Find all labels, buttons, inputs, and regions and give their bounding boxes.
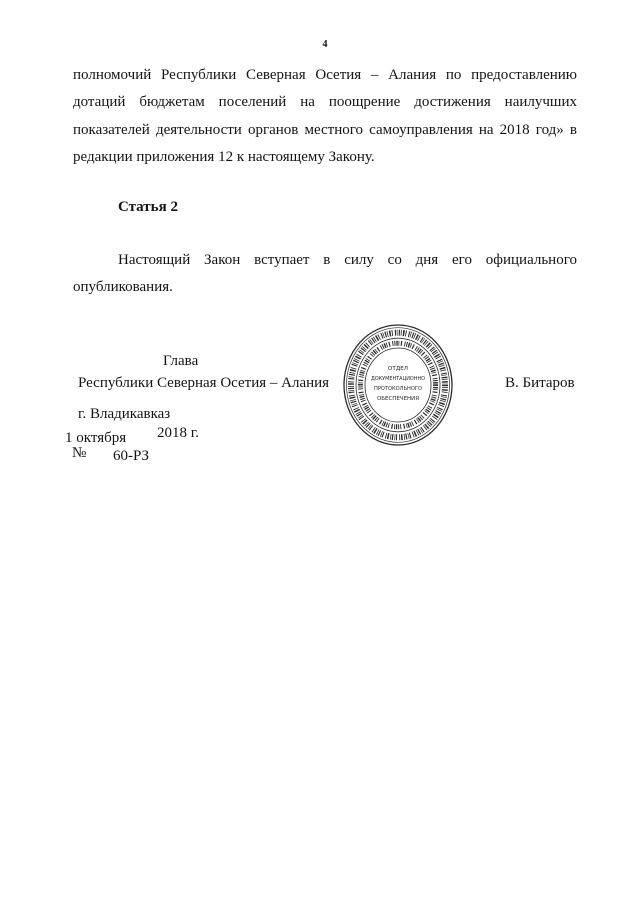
date-day-month: 1 октября [65, 430, 127, 446]
paragraph-line: опубликования. [73, 279, 173, 295]
page-number: 4 [322, 39, 328, 50]
date-year: 2018 г. [157, 425, 199, 441]
seal-inner-ring [365, 348, 431, 422]
law-number: 60-РЗ [113, 448, 150, 464]
seal-inner-lettering [361, 343, 436, 427]
paragraph-line: редакции приложения 12 к настоящему Закону. [73, 149, 375, 165]
seal-center-text: ПРОТОКОЛЬНОГО [374, 386, 422, 392]
seal-center-text: ДОКУМЕНТАЦИОННО [371, 376, 425, 382]
seal-center-text: ОБЕСПЕЧЕНИЯ [377, 396, 420, 402]
city: г. Владикавказ [78, 406, 171, 422]
signatory-title: Глава [163, 353, 199, 369]
number-sign: № [72, 445, 87, 461]
seal-center-text: ОТДЕЛ [388, 366, 409, 372]
signatory-title-region: Республики Северная Осетия – Алания [78, 375, 330, 391]
paragraph-line: показателей деятельности органов местного самоуправления на 2018 год» в [73, 122, 577, 138]
official-seal [342, 323, 454, 447]
paragraph-line: дотаций бюджетам поселений на поощрение достижения наилучших [73, 94, 577, 110]
signatory-name: В. Битаров [505, 375, 575, 391]
paragraph-line: полномочий Республики Северная Осетия – Алания по предоставлению [73, 67, 577, 83]
article-heading: Статья 2 [118, 199, 178, 215]
seal-middle-ring [356, 338, 440, 432]
paragraph-line: Настоящий Закон вступает в силу со дня его официального [118, 252, 577, 268]
